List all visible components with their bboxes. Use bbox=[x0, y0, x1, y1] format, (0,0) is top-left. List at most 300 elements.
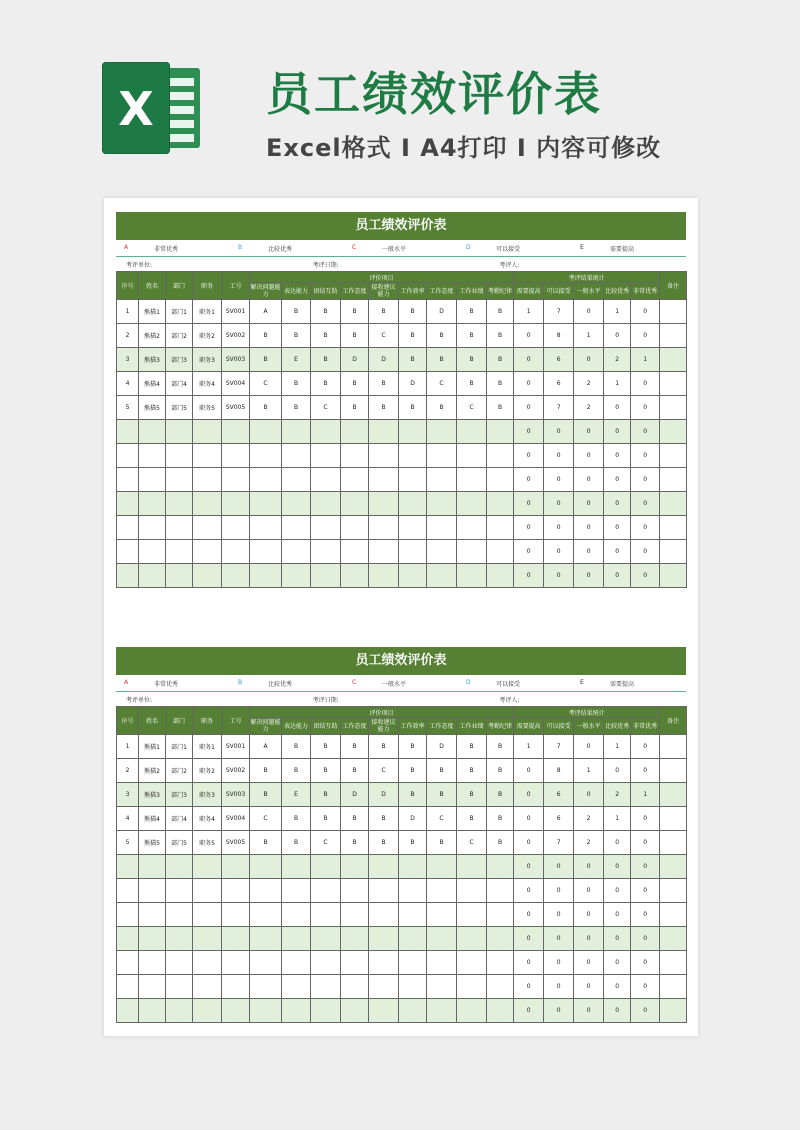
cell-grade: B bbox=[341, 807, 369, 831]
cell-grade: B bbox=[311, 783, 341, 807]
cell-empty bbox=[487, 564, 514, 588]
cell-stat: 0 bbox=[604, 903, 631, 927]
cell-grade: C bbox=[311, 396, 341, 420]
cell-note bbox=[660, 348, 687, 372]
header-item: 工作态度 bbox=[427, 283, 457, 300]
table-row bbox=[117, 879, 687, 903]
cell-empty bbox=[369, 420, 399, 444]
cell-name: 熊猫5 bbox=[139, 396, 166, 420]
legend-label: 需要提高 bbox=[610, 245, 635, 253]
cell-grade: B bbox=[369, 396, 399, 420]
header-note: 备注 bbox=[660, 707, 687, 735]
cell-empty bbox=[457, 999, 487, 1023]
header-stat: 需要提高 bbox=[514, 283, 544, 300]
cell-empty bbox=[457, 951, 487, 975]
cell-position: 职务4 bbox=[193, 372, 222, 396]
cell-stat: 2 bbox=[604, 348, 631, 372]
cell-stat: 0 bbox=[544, 951, 574, 975]
cell-stat: 0 bbox=[544, 516, 574, 540]
header-item: 解决问题能力 bbox=[250, 284, 281, 298]
cell-name: 熊猫5 bbox=[139, 831, 166, 855]
cell-empty bbox=[427, 468, 457, 492]
cell-grade: B bbox=[369, 831, 399, 855]
cell-empty bbox=[222, 975, 250, 999]
legend-label: 非常优秀 bbox=[154, 245, 179, 253]
legend-item bbox=[458, 244, 572, 253]
cell-seq: 5 bbox=[117, 831, 139, 855]
cell-seq: 4 bbox=[117, 372, 139, 396]
cell-dept: 部门2 bbox=[166, 759, 193, 783]
cell-id: SV002 bbox=[222, 324, 250, 348]
cell-grade: B bbox=[487, 324, 514, 348]
cell-stat: 0 bbox=[514, 975, 544, 999]
cell-grade: B bbox=[282, 831, 311, 855]
cell-empty bbox=[427, 879, 457, 903]
cell-empty bbox=[139, 516, 166, 540]
cell-stat: 0 bbox=[514, 999, 544, 1023]
cell-stat: 0 bbox=[631, 975, 660, 999]
cell-empty bbox=[341, 855, 369, 879]
cell-grade: C bbox=[457, 831, 487, 855]
cell-empty bbox=[341, 564, 369, 588]
cell-empty bbox=[193, 951, 222, 975]
cell-grade: B bbox=[487, 783, 514, 807]
table-row bbox=[117, 468, 687, 492]
cell-stat: 6 bbox=[544, 807, 574, 831]
header-stat: 非常优秀 bbox=[631, 283, 660, 300]
cell-stat: 2 bbox=[574, 396, 604, 420]
cell-stat: 7 bbox=[544, 831, 574, 855]
cell-grade: B bbox=[311, 300, 341, 324]
cell-empty bbox=[427, 564, 457, 588]
cell-stat: 0 bbox=[631, 759, 660, 783]
cell-empty bbox=[399, 999, 427, 1023]
cell-stat: 0 bbox=[574, 951, 604, 975]
cell-empty bbox=[427, 420, 457, 444]
cell-stat: 0 bbox=[631, 468, 660, 492]
cell-empty bbox=[311, 855, 341, 879]
table-row bbox=[117, 324, 687, 348]
cell-empty bbox=[250, 951, 282, 975]
legend-label: 比较优秀 bbox=[268, 245, 293, 253]
cell-grade: C bbox=[457, 396, 487, 420]
paper-page bbox=[104, 198, 698, 1036]
cell-grade: B bbox=[487, 300, 514, 324]
cell-empty bbox=[282, 492, 311, 516]
cell-empty bbox=[282, 540, 311, 564]
cell-empty bbox=[193, 540, 222, 564]
cell-dept: 部门3 bbox=[166, 783, 193, 807]
sheet-title: 员工绩效评价表 bbox=[116, 212, 686, 240]
cell-empty bbox=[311, 540, 341, 564]
legend-item bbox=[344, 679, 458, 688]
cell-empty bbox=[311, 999, 341, 1023]
cell-grade: B bbox=[311, 807, 341, 831]
cell-dept: 部门1 bbox=[166, 735, 193, 759]
cell-stat: 0 bbox=[631, 324, 660, 348]
cell-empty bbox=[341, 492, 369, 516]
cell-stat: 0 bbox=[604, 831, 631, 855]
cell-empty bbox=[399, 903, 427, 927]
legend-label: 一般水平 bbox=[382, 680, 407, 688]
cell-stat: 6 bbox=[544, 372, 574, 396]
banner bbox=[0, 0, 800, 190]
legend-label: 比较优秀 bbox=[268, 680, 293, 688]
cell-stat: 0 bbox=[604, 879, 631, 903]
cell-stat: 0 bbox=[631, 903, 660, 927]
cell-empty bbox=[487, 516, 514, 540]
cell-dept: 部门2 bbox=[166, 324, 193, 348]
legend-code: B bbox=[238, 243, 243, 251]
banner-title: 员工绩效评价表 bbox=[266, 67, 602, 121]
cell-empty bbox=[117, 927, 139, 951]
cell-empty bbox=[399, 540, 427, 564]
table-row bbox=[117, 348, 687, 372]
cell-empty bbox=[341, 951, 369, 975]
cell-empty bbox=[369, 879, 399, 903]
cell-grade: B bbox=[399, 759, 427, 783]
cell-position: 职务2 bbox=[193, 759, 222, 783]
cell-empty bbox=[399, 975, 427, 999]
cell-stat: 0 bbox=[574, 540, 604, 564]
cell-stat: 0 bbox=[574, 492, 604, 516]
cell-stat: 0 bbox=[544, 420, 574, 444]
cell-empty bbox=[193, 879, 222, 903]
table-row bbox=[117, 396, 687, 420]
meta-date: 考评日期: bbox=[312, 696, 339, 704]
header-item: 工作态度 bbox=[341, 718, 369, 735]
cell-id: SV001 bbox=[222, 735, 250, 759]
cell-grade: B bbox=[341, 324, 369, 348]
cell-empty bbox=[139, 492, 166, 516]
cell-stat: 2 bbox=[574, 372, 604, 396]
cell-stat: 0 bbox=[631, 564, 660, 588]
cell-stat: 0 bbox=[514, 420, 544, 444]
cell-empty bbox=[193, 855, 222, 879]
cell-stat: 0 bbox=[514, 372, 544, 396]
cell-note bbox=[660, 420, 687, 444]
grade-legend bbox=[116, 240, 686, 257]
cell-id: SV003 bbox=[222, 783, 250, 807]
cell-stat: 0 bbox=[604, 468, 631, 492]
table-row bbox=[117, 516, 687, 540]
cell-empty bbox=[117, 468, 139, 492]
cell-grade: B bbox=[487, 759, 514, 783]
cell-empty bbox=[457, 879, 487, 903]
cell-grade: B bbox=[341, 735, 369, 759]
header-name: 姓名 bbox=[139, 272, 166, 300]
cell-empty bbox=[193, 420, 222, 444]
cell-empty bbox=[427, 927, 457, 951]
cell-empty bbox=[311, 975, 341, 999]
cell-empty bbox=[222, 927, 250, 951]
cell-stat: 0 bbox=[514, 444, 544, 468]
cell-note bbox=[660, 300, 687, 324]
cell-empty bbox=[311, 927, 341, 951]
cell-stat: 0 bbox=[544, 903, 574, 927]
cell-stat: 0 bbox=[574, 735, 604, 759]
cell-empty bbox=[166, 444, 193, 468]
cell-empty bbox=[166, 927, 193, 951]
cell-empty bbox=[369, 564, 399, 588]
cell-grade: B bbox=[399, 300, 427, 324]
cell-id: SV002 bbox=[222, 759, 250, 783]
cell-stat: 0 bbox=[514, 855, 544, 879]
legend-code: D bbox=[466, 678, 471, 686]
cell-grade: B bbox=[369, 300, 399, 324]
cell-stat: 8 bbox=[544, 759, 574, 783]
cell-grade: D bbox=[369, 348, 399, 372]
sheet-title: 员工绩效评价表 bbox=[116, 647, 686, 675]
cell-empty bbox=[193, 999, 222, 1023]
cell-note bbox=[660, 540, 687, 564]
header-stat: 可以接受 bbox=[544, 283, 574, 300]
cell-empty bbox=[341, 999, 369, 1023]
cell-empty bbox=[117, 975, 139, 999]
cell-seq: 4 bbox=[117, 807, 139, 831]
header-item: 解决问题能力 bbox=[250, 719, 281, 733]
cell-stat: 0 bbox=[631, 807, 660, 831]
legend-code: B bbox=[238, 678, 243, 686]
cell-stat: 8 bbox=[544, 324, 574, 348]
cell-empty bbox=[311, 420, 341, 444]
table-row bbox=[117, 372, 687, 396]
cell-empty bbox=[250, 999, 282, 1023]
legend-item bbox=[458, 679, 572, 688]
cell-empty bbox=[193, 468, 222, 492]
header-item: 团结互助 bbox=[311, 718, 341, 735]
cell-stat: 0 bbox=[631, 372, 660, 396]
cell-empty bbox=[311, 516, 341, 540]
cell-empty bbox=[369, 975, 399, 999]
cell-name: 熊猫3 bbox=[139, 783, 166, 807]
cell-grade: B bbox=[282, 759, 311, 783]
cell-empty bbox=[222, 903, 250, 927]
cell-stat: 0 bbox=[631, 300, 660, 324]
cell-dept: 部门3 bbox=[166, 348, 193, 372]
cell-grade: D bbox=[427, 735, 457, 759]
cell-position: 职务1 bbox=[193, 735, 222, 759]
cell-stat: 0 bbox=[604, 396, 631, 420]
legend-item bbox=[230, 244, 344, 253]
header-item: 团结互助 bbox=[311, 283, 341, 300]
cell-empty bbox=[117, 516, 139, 540]
cell-empty bbox=[282, 999, 311, 1023]
header-stat: 一般水平 bbox=[574, 718, 604, 735]
cell-empty bbox=[457, 420, 487, 444]
cell-empty bbox=[222, 564, 250, 588]
cell-stat: 0 bbox=[574, 999, 604, 1023]
cell-empty bbox=[117, 855, 139, 879]
cell-empty bbox=[369, 927, 399, 951]
cell-stat: 0 bbox=[574, 300, 604, 324]
cell-stat: 0 bbox=[544, 855, 574, 879]
legend-code: A bbox=[124, 243, 129, 251]
cell-grade: D bbox=[369, 783, 399, 807]
cell-stat: 0 bbox=[514, 468, 544, 492]
cell-position: 职务1 bbox=[193, 300, 222, 324]
cell-empty bbox=[427, 516, 457, 540]
cell-grade: C bbox=[369, 324, 399, 348]
cell-position: 职务5 bbox=[193, 831, 222, 855]
cell-empty bbox=[341, 444, 369, 468]
cell-empty bbox=[250, 540, 282, 564]
cell-stat: 7 bbox=[544, 300, 574, 324]
cell-empty bbox=[487, 444, 514, 468]
cell-stat: 0 bbox=[514, 831, 544, 855]
cell-position: 职务3 bbox=[193, 348, 222, 372]
cell-stat: 6 bbox=[544, 783, 574, 807]
cell-empty bbox=[139, 444, 166, 468]
legend-code: E bbox=[580, 678, 584, 686]
cell-name: 熊猫2 bbox=[139, 324, 166, 348]
cell-grade: B bbox=[282, 372, 311, 396]
excel-logo-icon bbox=[102, 58, 202, 158]
table-row bbox=[117, 855, 687, 879]
cell-empty bbox=[457, 468, 487, 492]
cell-stat: 0 bbox=[514, 540, 544, 564]
header-position: 职务 bbox=[193, 707, 222, 735]
cell-empty bbox=[139, 951, 166, 975]
cell-grade: B bbox=[457, 783, 487, 807]
cell-note bbox=[660, 831, 687, 855]
cell-position: 职务2 bbox=[193, 324, 222, 348]
cell-stat: 0 bbox=[631, 396, 660, 420]
sheet-meta bbox=[116, 257, 686, 271]
cell-note bbox=[660, 975, 687, 999]
cell-empty bbox=[117, 444, 139, 468]
cell-empty bbox=[487, 540, 514, 564]
header-id: 工号 bbox=[222, 272, 250, 300]
cell-empty bbox=[166, 540, 193, 564]
cell-stat: 0 bbox=[631, 951, 660, 975]
header-dept: 部门 bbox=[166, 707, 193, 735]
cell-empty bbox=[457, 855, 487, 879]
cell-stat: 1 bbox=[514, 735, 544, 759]
cell-stat: 1 bbox=[631, 348, 660, 372]
cell-grade: B bbox=[487, 348, 514, 372]
cell-stat: 2 bbox=[574, 807, 604, 831]
cell-grade: B bbox=[487, 372, 514, 396]
cell-grade: B bbox=[282, 735, 311, 759]
cell-empty bbox=[427, 444, 457, 468]
cell-stat: 0 bbox=[604, 855, 631, 879]
cell-empty bbox=[222, 855, 250, 879]
evaluation-sheet bbox=[116, 212, 686, 588]
cell-empty bbox=[399, 492, 427, 516]
cell-stat: 0 bbox=[514, 927, 544, 951]
cell-empty bbox=[341, 975, 369, 999]
cell-grade: B bbox=[399, 348, 427, 372]
cell-grade: B bbox=[250, 783, 282, 807]
cell-stat: 0 bbox=[574, 975, 604, 999]
cell-stat: 0 bbox=[631, 831, 660, 855]
table-row bbox=[117, 444, 687, 468]
cell-name: 熊猫3 bbox=[139, 348, 166, 372]
header-stat: 比较优秀 bbox=[604, 283, 631, 300]
cell-empty bbox=[166, 516, 193, 540]
cell-stat: 0 bbox=[514, 516, 544, 540]
legend-item bbox=[344, 244, 458, 253]
evaluation-sheet bbox=[116, 647, 686, 1023]
cell-empty bbox=[427, 492, 457, 516]
cell-empty bbox=[457, 903, 487, 927]
cell-grade: B bbox=[369, 735, 399, 759]
cell-stat: 0 bbox=[574, 783, 604, 807]
cell-empty bbox=[341, 516, 369, 540]
cell-stat: 0 bbox=[604, 759, 631, 783]
cell-empty bbox=[166, 903, 193, 927]
cell-stat: 0 bbox=[544, 975, 574, 999]
cell-note bbox=[660, 879, 687, 903]
cell-grade: B bbox=[427, 324, 457, 348]
sheet-meta bbox=[116, 692, 686, 706]
cell-empty bbox=[250, 492, 282, 516]
header-dept: 部门 bbox=[166, 272, 193, 300]
cell-empty bbox=[250, 420, 282, 444]
cell-stat: 0 bbox=[604, 420, 631, 444]
header-group-stats: 考评结果统计 bbox=[514, 272, 660, 283]
header-stat: 需要提高 bbox=[514, 718, 544, 735]
cell-empty bbox=[222, 999, 250, 1023]
cell-grade: B bbox=[311, 348, 341, 372]
cell-empty bbox=[139, 564, 166, 588]
cell-grade: B bbox=[427, 759, 457, 783]
cell-stat: 0 bbox=[544, 879, 574, 903]
cell-note bbox=[660, 444, 687, 468]
cell-empty bbox=[117, 999, 139, 1023]
cell-id: SV003 bbox=[222, 348, 250, 372]
cell-grade: B bbox=[457, 735, 487, 759]
cell-stat: 0 bbox=[514, 759, 544, 783]
cell-grade: B bbox=[399, 783, 427, 807]
cell-note bbox=[660, 927, 687, 951]
cell-stat: 1 bbox=[514, 300, 544, 324]
cell-empty bbox=[341, 540, 369, 564]
cell-id: SV005 bbox=[222, 831, 250, 855]
cell-empty bbox=[117, 564, 139, 588]
cell-name: 熊猫1 bbox=[139, 300, 166, 324]
cell-grade: B bbox=[487, 807, 514, 831]
banner-subtitle: Excel格式 I A4打印 I 内容可修改 bbox=[266, 134, 662, 162]
meta-date: 考评日期: bbox=[312, 261, 339, 269]
cell-grade: B bbox=[427, 783, 457, 807]
cell-empty bbox=[222, 516, 250, 540]
cell-empty bbox=[311, 444, 341, 468]
cell-empty bbox=[399, 444, 427, 468]
cell-position: 职务4 bbox=[193, 807, 222, 831]
cell-grade: B bbox=[250, 348, 282, 372]
cell-empty bbox=[166, 879, 193, 903]
cell-empty bbox=[117, 951, 139, 975]
grade-legend bbox=[116, 675, 686, 692]
cell-empty bbox=[487, 492, 514, 516]
header-stat: 可以接受 bbox=[544, 718, 574, 735]
table-row bbox=[117, 492, 687, 516]
table-row bbox=[117, 735, 687, 759]
cell-stat: 0 bbox=[604, 516, 631, 540]
cell-empty bbox=[282, 951, 311, 975]
cell-empty bbox=[139, 927, 166, 951]
cell-empty bbox=[341, 468, 369, 492]
cell-grade: B bbox=[399, 831, 427, 855]
cell-name: 熊猫4 bbox=[139, 372, 166, 396]
cell-empty bbox=[487, 855, 514, 879]
cell-stat: 0 bbox=[514, 807, 544, 831]
cell-empty bbox=[193, 516, 222, 540]
cell-id: SV001 bbox=[222, 300, 250, 324]
cell-empty bbox=[193, 975, 222, 999]
